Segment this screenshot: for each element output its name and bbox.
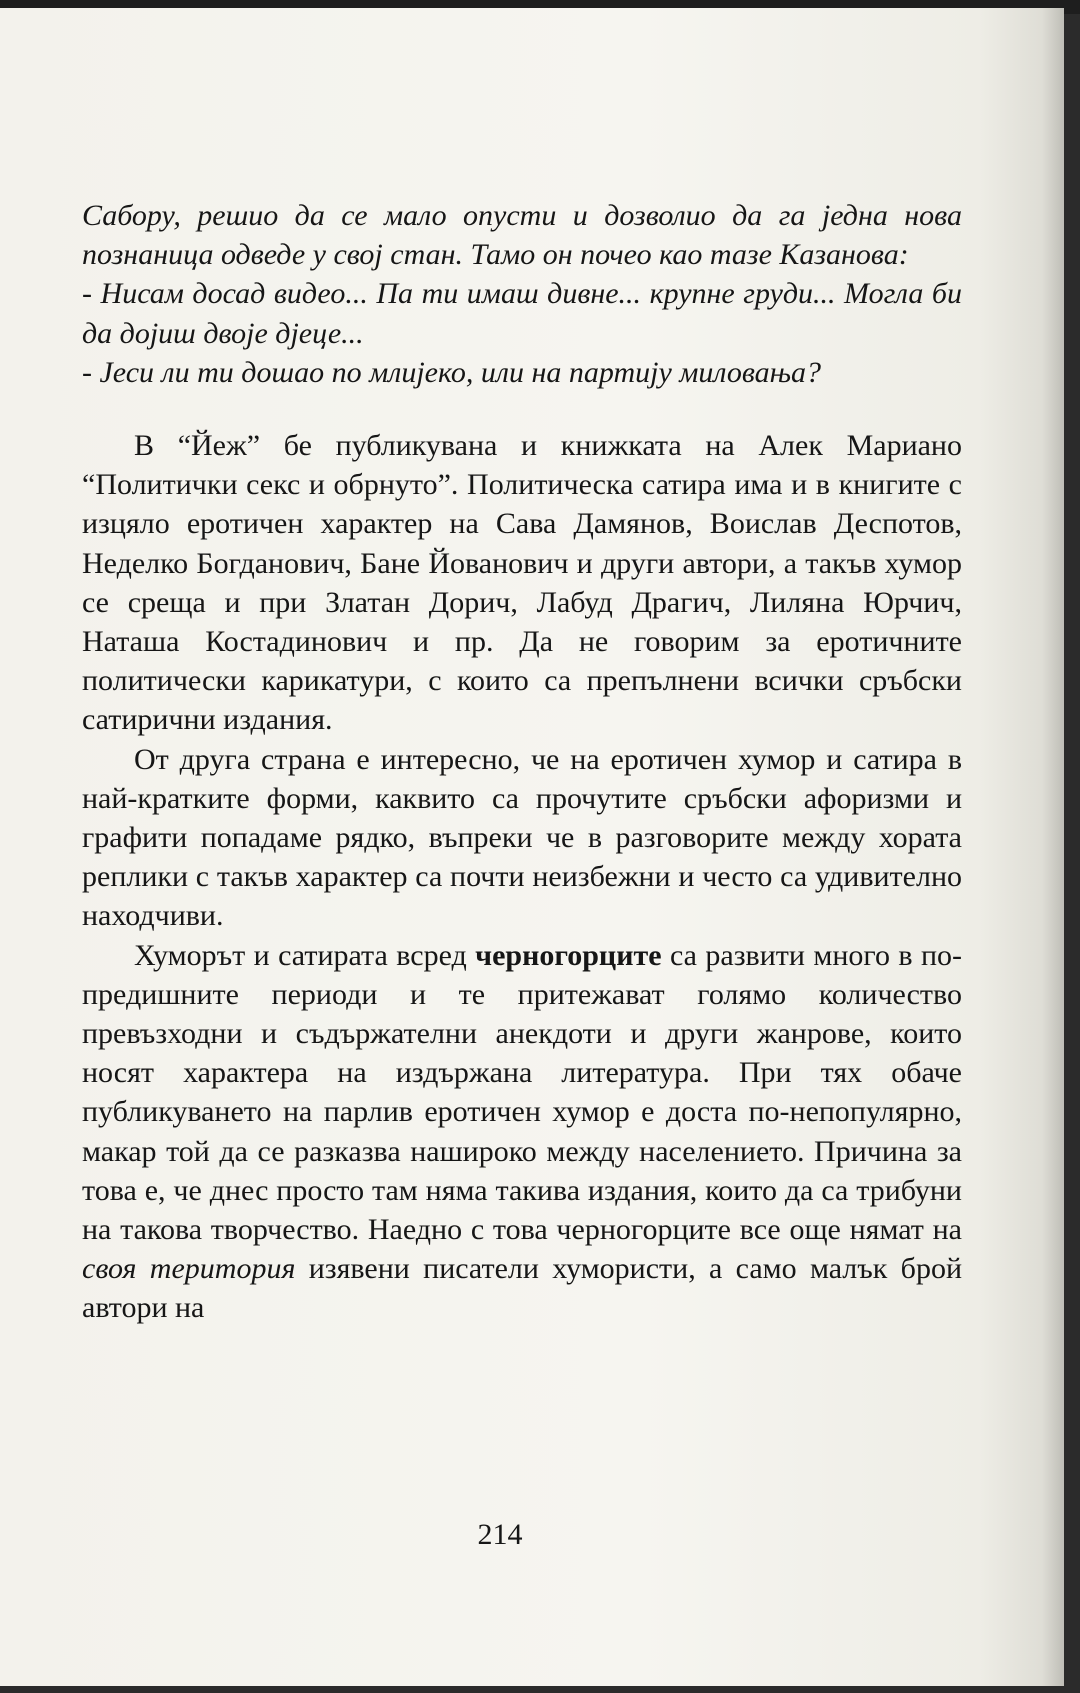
page-right-shadow [1042, 8, 1064, 1686]
paragraph-text: са развити много в по-предишните периоди и те притежават голямо количество превъзходни и съдържателни анекдоти и други жанрове, които носят характера на издържана литература. При тях обаче публикуването на парлив еротичен хумор е доста по-непопулярно, макар той да се разказва нашироко между населението. Причина за това е, че днес просто там няма такива издания, които да са трибуни на такова творчество. Наедно с това черногорците все още нямат на [82, 938, 963, 1247]
bold-term: черногорците [475, 938, 662, 972]
paragraph-text: Хуморът и сатирата всред [134, 938, 476, 972]
italic-quote [82, 196, 962, 392]
quote-line: - Нисам досад видео... Па ти имаш дивне... крупне груди... Могла би да дојиш двоје дјеце... [82, 277, 962, 350]
paragraph [82, 936, 962, 1328]
paragraph: От друга страна е интересно, че на еротичен хумор и сатира в най-кратките форми, каквито са прочутите сръбски афоризми и графити попадаме рядко, въпреки че в разговорите между хората реплики с такъв характер са почти неизбежни и често са удивително находчиви. [82, 742, 962, 933]
quote-line: Сабору, решио да се мало опусти и дозволио да га једна нова познаница одведе у свој стан. Тамо он почео као тазе Казанова: [82, 199, 962, 272]
page-number: 214 [477, 1518, 523, 1551]
page-text [82, 196, 962, 1328]
paragraph-text: изявени писатели хумористи, а само малък брой автори на [82, 1252, 962, 1325]
quote-line: - Јеси ли ти дошао по млијеко, или на партију миловања? [82, 355, 822, 389]
body-text [82, 426, 962, 1328]
paragraph: В “Йеж” бе публикувана и книжката на Алек Мариано “Политички секс и обрнуто”. Политическа сатира има и в книгите с изцяло еротичен характер на Сава Дамянов, Воислав Деспотов, Неделко Богданович, Бане Йованович и други автори, а такъв хумор се среща и при Златан Дорич, Лабуд Драгич, Лиляна Юрчич, Наташа Костадинович и пр. Да не говорим за еротичните политически карикатури, с които са препълнени всички сръбски сатирични издания. [82, 429, 962, 737]
italic-term: своя територия [82, 1252, 296, 1286]
